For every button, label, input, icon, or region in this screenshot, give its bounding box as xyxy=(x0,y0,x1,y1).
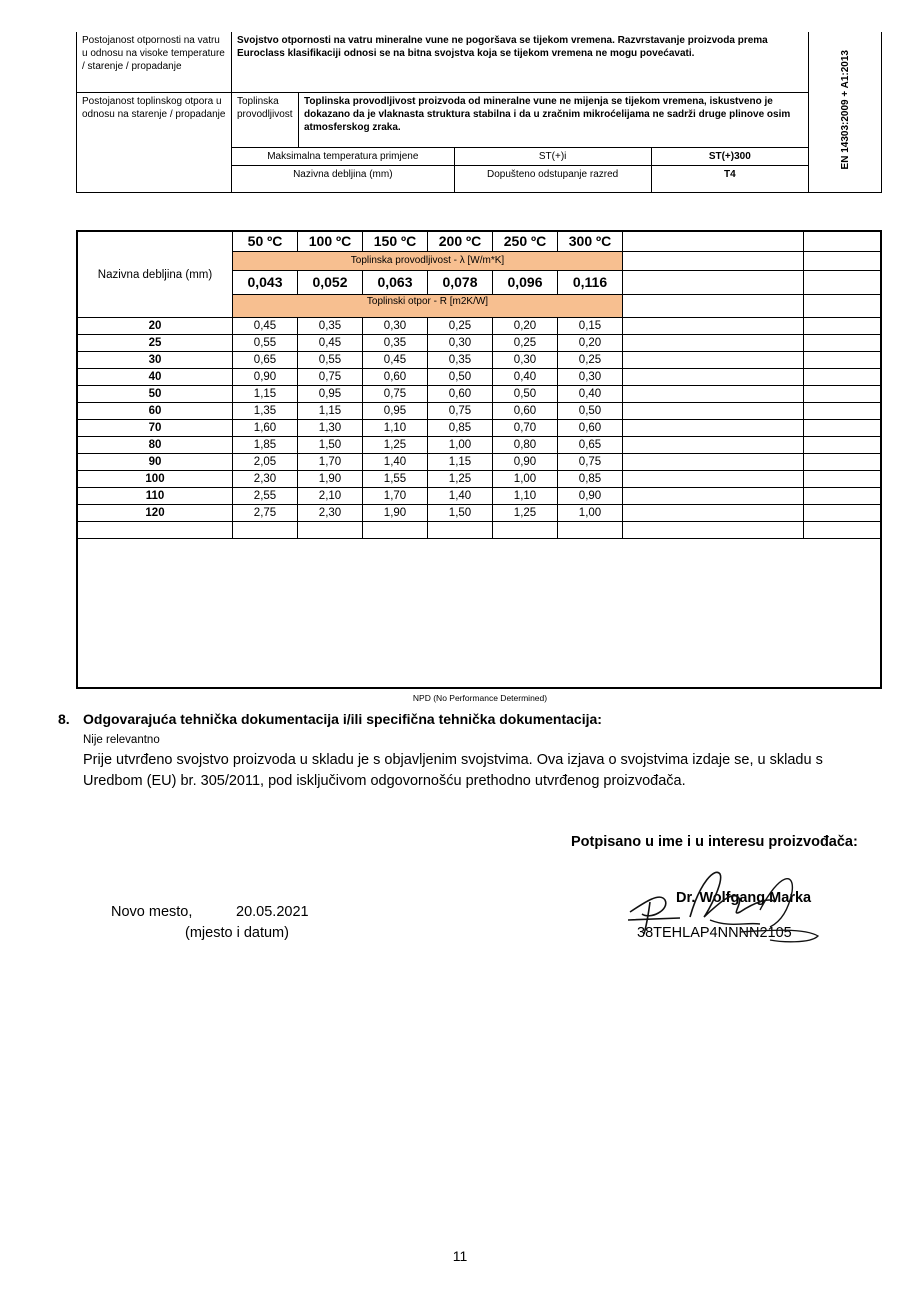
resistance-value: 0,75 xyxy=(298,369,363,386)
resistance-value: 2,75 xyxy=(233,505,298,522)
thickness-cell: 25 xyxy=(77,335,233,352)
resistance-value: 0,35 xyxy=(428,352,493,369)
max-temp-value: ST(+)300 xyxy=(651,148,808,166)
resistance-value: 0,70 xyxy=(493,420,558,437)
resistance-value: 0,55 xyxy=(233,335,298,352)
table-row xyxy=(77,352,881,369)
thickness-cell: 70 xyxy=(77,420,233,437)
empty-cell xyxy=(623,295,804,318)
resistance-label: Toplinski otpor - R [m2K/W] xyxy=(233,295,623,318)
resistance-value: 0,95 xyxy=(298,386,363,403)
empty-cell xyxy=(623,318,804,335)
section-note: Nije relevantno xyxy=(83,734,160,746)
blank-area xyxy=(77,539,881,689)
resistance-value: 0,25 xyxy=(428,318,493,335)
empty-cell xyxy=(623,488,804,505)
resistance-value: 0,65 xyxy=(233,352,298,369)
resistance-value: 0,25 xyxy=(558,352,623,369)
empty-cell xyxy=(623,252,804,271)
resistance-value: 0,80 xyxy=(493,437,558,454)
resistance-value: 1,10 xyxy=(363,420,428,437)
empty-row xyxy=(77,522,881,539)
resistance-value: 2,55 xyxy=(233,488,298,505)
lambda-value: 0,052 xyxy=(298,271,363,295)
temperature-header-row xyxy=(77,231,881,252)
lambda-value: 0,078 xyxy=(428,271,493,295)
npd-note: NPD (No Performance Determined) xyxy=(412,693,548,703)
empty-cell xyxy=(804,488,882,505)
empty-cell xyxy=(363,522,428,539)
table-row xyxy=(77,437,881,454)
properties-table xyxy=(76,32,882,193)
temperature-header: 200 ºC xyxy=(428,231,493,252)
empty-cell xyxy=(623,386,804,403)
resistance-value: 0,65 xyxy=(558,437,623,454)
thickness-cell: 30 xyxy=(77,352,233,369)
resistance-value: 1,25 xyxy=(363,437,428,454)
empty-cell xyxy=(623,403,804,420)
table-row xyxy=(77,318,881,335)
resistance-value: 2,10 xyxy=(298,488,363,505)
thickness-cell: 40 xyxy=(77,369,233,386)
table-row xyxy=(77,403,881,420)
empty-cell xyxy=(493,522,558,539)
resistance-value: 1,10 xyxy=(493,488,558,505)
empty-cell xyxy=(298,522,363,539)
resistance-value: 0,90 xyxy=(558,488,623,505)
thickness-cell: 110 xyxy=(77,488,233,505)
thickness-label: Nazivna debljina (mm) xyxy=(232,166,455,193)
resistance-value: 1,60 xyxy=(233,420,298,437)
resistance-value: 0,75 xyxy=(558,454,623,471)
empty-cell xyxy=(623,369,804,386)
tolerance-value: T4 xyxy=(651,166,808,193)
empty-cell xyxy=(428,522,493,539)
empty-cell xyxy=(804,318,882,335)
empty-cell xyxy=(804,271,882,295)
resistance-value: 0,75 xyxy=(428,403,493,420)
resistance-value: 1,70 xyxy=(363,488,428,505)
blank-area-row xyxy=(77,539,881,689)
place-date-label: (mjesto i datum) xyxy=(185,925,289,941)
lambda-value: 0,043 xyxy=(233,271,298,295)
temperature-header: 250 ºC xyxy=(493,231,558,252)
thermal-resistance-durability-label: Postojanost toplinskog otpora u odnosu na starenje / propadanje xyxy=(77,93,232,193)
signer-name: Dr. Wolfgang Marka xyxy=(676,890,812,906)
resistance-value: 2,30 xyxy=(233,471,298,488)
standard-reference: EN 14303:2009 + A1:2013 xyxy=(839,50,851,170)
resistance-value: 0,30 xyxy=(493,352,558,369)
lambda-value: 0,063 xyxy=(363,271,428,295)
empty-cell xyxy=(623,335,804,352)
resistance-value: 0,30 xyxy=(428,335,493,352)
resistance-value: 0,95 xyxy=(363,403,428,420)
date: 20.05.2021 xyxy=(236,904,309,920)
resistance-value: 1,00 xyxy=(558,505,623,522)
resistance-value: 0,60 xyxy=(558,420,623,437)
resistance-value: 0,30 xyxy=(363,318,428,335)
resistance-value: 1,15 xyxy=(298,403,363,420)
thermal-resistance-table xyxy=(76,230,882,689)
resistance-value: 0,90 xyxy=(233,369,298,386)
empty-cell xyxy=(804,454,882,471)
resistance-value: 0,45 xyxy=(363,352,428,369)
resistance-value: 1,35 xyxy=(233,403,298,420)
thickness-cell: 50 xyxy=(77,386,233,403)
empty-cell xyxy=(77,522,233,539)
empty-cell xyxy=(623,471,804,488)
resistance-value: 1,55 xyxy=(363,471,428,488)
resistance-value: 0,50 xyxy=(558,403,623,420)
table-row xyxy=(77,420,881,437)
thickness-cell: 80 xyxy=(77,437,233,454)
empty-cell xyxy=(804,420,882,437)
thickness-cell: 120 xyxy=(77,505,233,522)
max-temp-label: Maksimalna temperatura primjene xyxy=(232,148,455,166)
table-row xyxy=(77,386,881,403)
empty-cell xyxy=(558,522,623,539)
resistance-value: 0,40 xyxy=(493,369,558,386)
resistance-value: 1,50 xyxy=(298,437,363,454)
resistance-value: 0,20 xyxy=(493,318,558,335)
handwritten-signature xyxy=(620,862,830,952)
empty-cell xyxy=(804,231,882,252)
resistance-value: 0,90 xyxy=(493,454,558,471)
resistance-value: 0,50 xyxy=(428,369,493,386)
table-row xyxy=(77,488,881,505)
row-header-label: Nazivna debljina (mm) xyxy=(77,231,233,318)
resistance-value: 0,45 xyxy=(233,318,298,335)
empty-cell xyxy=(233,522,298,539)
table-row xyxy=(77,335,881,352)
thickness-cell: 60 xyxy=(77,403,233,420)
resistance-value: 1,15 xyxy=(428,454,493,471)
thermal-conductivity-sublabel: Toplinska provodljivost xyxy=(232,93,299,148)
resistance-value: 1,40 xyxy=(428,488,493,505)
empty-cell xyxy=(804,403,882,420)
signed-for-label: Potpisano u ime i u interesu proizvođača: xyxy=(571,834,858,850)
empty-cell xyxy=(623,352,804,369)
empty-cell xyxy=(804,386,882,403)
section-title: Odgovarajuća tehnička dokumentacija i/ili specifična tehnička dokumentacija: xyxy=(83,711,602,727)
empty-cell xyxy=(623,420,804,437)
resistance-value: 0,60 xyxy=(428,386,493,403)
fire-resistance-durability-label: Postojanost otpornosti na vatru u odnosu na visoke temperature / starenje / propadanje xyxy=(77,32,232,93)
resistance-value: 0,75 xyxy=(363,386,428,403)
empty-cell xyxy=(623,271,804,295)
empty-cell xyxy=(623,522,804,539)
resistance-value: 1,50 xyxy=(428,505,493,522)
empty-cell xyxy=(623,437,804,454)
table-row xyxy=(77,454,881,471)
resistance-value: 0,45 xyxy=(298,335,363,352)
resistance-value: 1,40 xyxy=(363,454,428,471)
resistance-value: 1,00 xyxy=(428,437,493,454)
resistance-value: 2,05 xyxy=(233,454,298,471)
lambda-value: 0,116 xyxy=(558,271,623,295)
empty-cell xyxy=(804,437,882,454)
thickness-cell: 90 xyxy=(77,454,233,471)
resistance-value: 0,15 xyxy=(558,318,623,335)
page-number: 11 xyxy=(452,1248,468,1264)
temperature-header: 300 ºC xyxy=(558,231,623,252)
thickness-cell: 20 xyxy=(77,318,233,335)
empty-cell xyxy=(623,505,804,522)
standard-cell xyxy=(809,32,882,193)
resistance-value: 0,60 xyxy=(493,403,558,420)
empty-cell xyxy=(623,454,804,471)
resistance-value: 0,30 xyxy=(558,369,623,386)
table-row xyxy=(77,505,881,522)
table-row xyxy=(77,369,881,386)
empty-cell xyxy=(804,471,882,488)
declaration-paragraph: Prije utvrđeno svojstvo proizvoda u skladu je s objavljenim svojstvima. Ova izjava o svojstvima izdaje se, u skladu s Uredbom (EU) br. 305/2011, pod isključivom odgovornošću prethodno utvrđenog proizvođača. xyxy=(83,752,823,789)
document-code: 38TEHLAP4NNNN2105 xyxy=(637,925,792,941)
empty-cell xyxy=(804,522,882,539)
section-number: 8. xyxy=(58,711,70,727)
empty-cell xyxy=(804,505,882,522)
resistance-value: 0,25 xyxy=(493,335,558,352)
resistance-value: 0,35 xyxy=(363,335,428,352)
fire-resistance-durability-text: Svojstvo otpornosti na vatru mineralne vune ne pogoršava se tijekom vremena. Razvrstavanje proizvoda prema Euroclass klasifikaciji odnosi se na bitna svojstva koja se tijekom vremena ne mogu povećavati. xyxy=(232,32,809,93)
resistance-value: 0,60 xyxy=(363,369,428,386)
resistance-value: 1,70 xyxy=(298,454,363,471)
resistance-value: 0,40 xyxy=(558,386,623,403)
resistance-value: 0,55 xyxy=(298,352,363,369)
resistance-value: 0,85 xyxy=(428,420,493,437)
resistance-value: 0,35 xyxy=(298,318,363,335)
resistance-value: 1,25 xyxy=(493,505,558,522)
empty-cell xyxy=(804,252,882,271)
resistance-value: 1,90 xyxy=(298,471,363,488)
resistance-value: 0,85 xyxy=(558,471,623,488)
empty-cell xyxy=(623,231,804,252)
empty-cell xyxy=(804,352,882,369)
temperature-header: 50 ºC xyxy=(233,231,298,252)
resistance-value: 1,00 xyxy=(493,471,558,488)
resistance-value: 1,30 xyxy=(298,420,363,437)
resistance-value: 1,85 xyxy=(233,437,298,454)
resistance-value: 1,25 xyxy=(428,471,493,488)
temperature-header: 100 ºC xyxy=(298,231,363,252)
resistance-value: 0,20 xyxy=(558,335,623,352)
resistance-value: 1,15 xyxy=(233,386,298,403)
empty-cell xyxy=(804,335,882,352)
lambda-value: 0,096 xyxy=(493,271,558,295)
empty-cell xyxy=(804,369,882,386)
place: Novo mesto, xyxy=(111,904,193,920)
lambda-label: Toplinska provodljivost - λ [W/m*K] xyxy=(233,252,623,271)
resistance-value: 1,90 xyxy=(363,505,428,522)
tolerance-label: Dopušteno odstupanje razred xyxy=(454,166,651,193)
thermal-conductivity-text: Toplinska provodljivost proizvoda od mineralne vune ne mijenja se tijekom vremena, iskustveno je dokazano da je vlaknasta struktura stabilna i da u zračnim mikroćelijama ne sadrži druge plinove osim atmosferskog zraka. xyxy=(299,93,809,148)
max-temp-param: ST(+)i xyxy=(454,148,651,166)
table-row xyxy=(77,471,881,488)
resistance-value: 0,50 xyxy=(493,386,558,403)
resistance-value: 2,30 xyxy=(298,505,363,522)
thickness-cell: 100 xyxy=(77,471,233,488)
empty-cell xyxy=(804,295,882,318)
temperature-header: 150 ºC xyxy=(363,231,428,252)
